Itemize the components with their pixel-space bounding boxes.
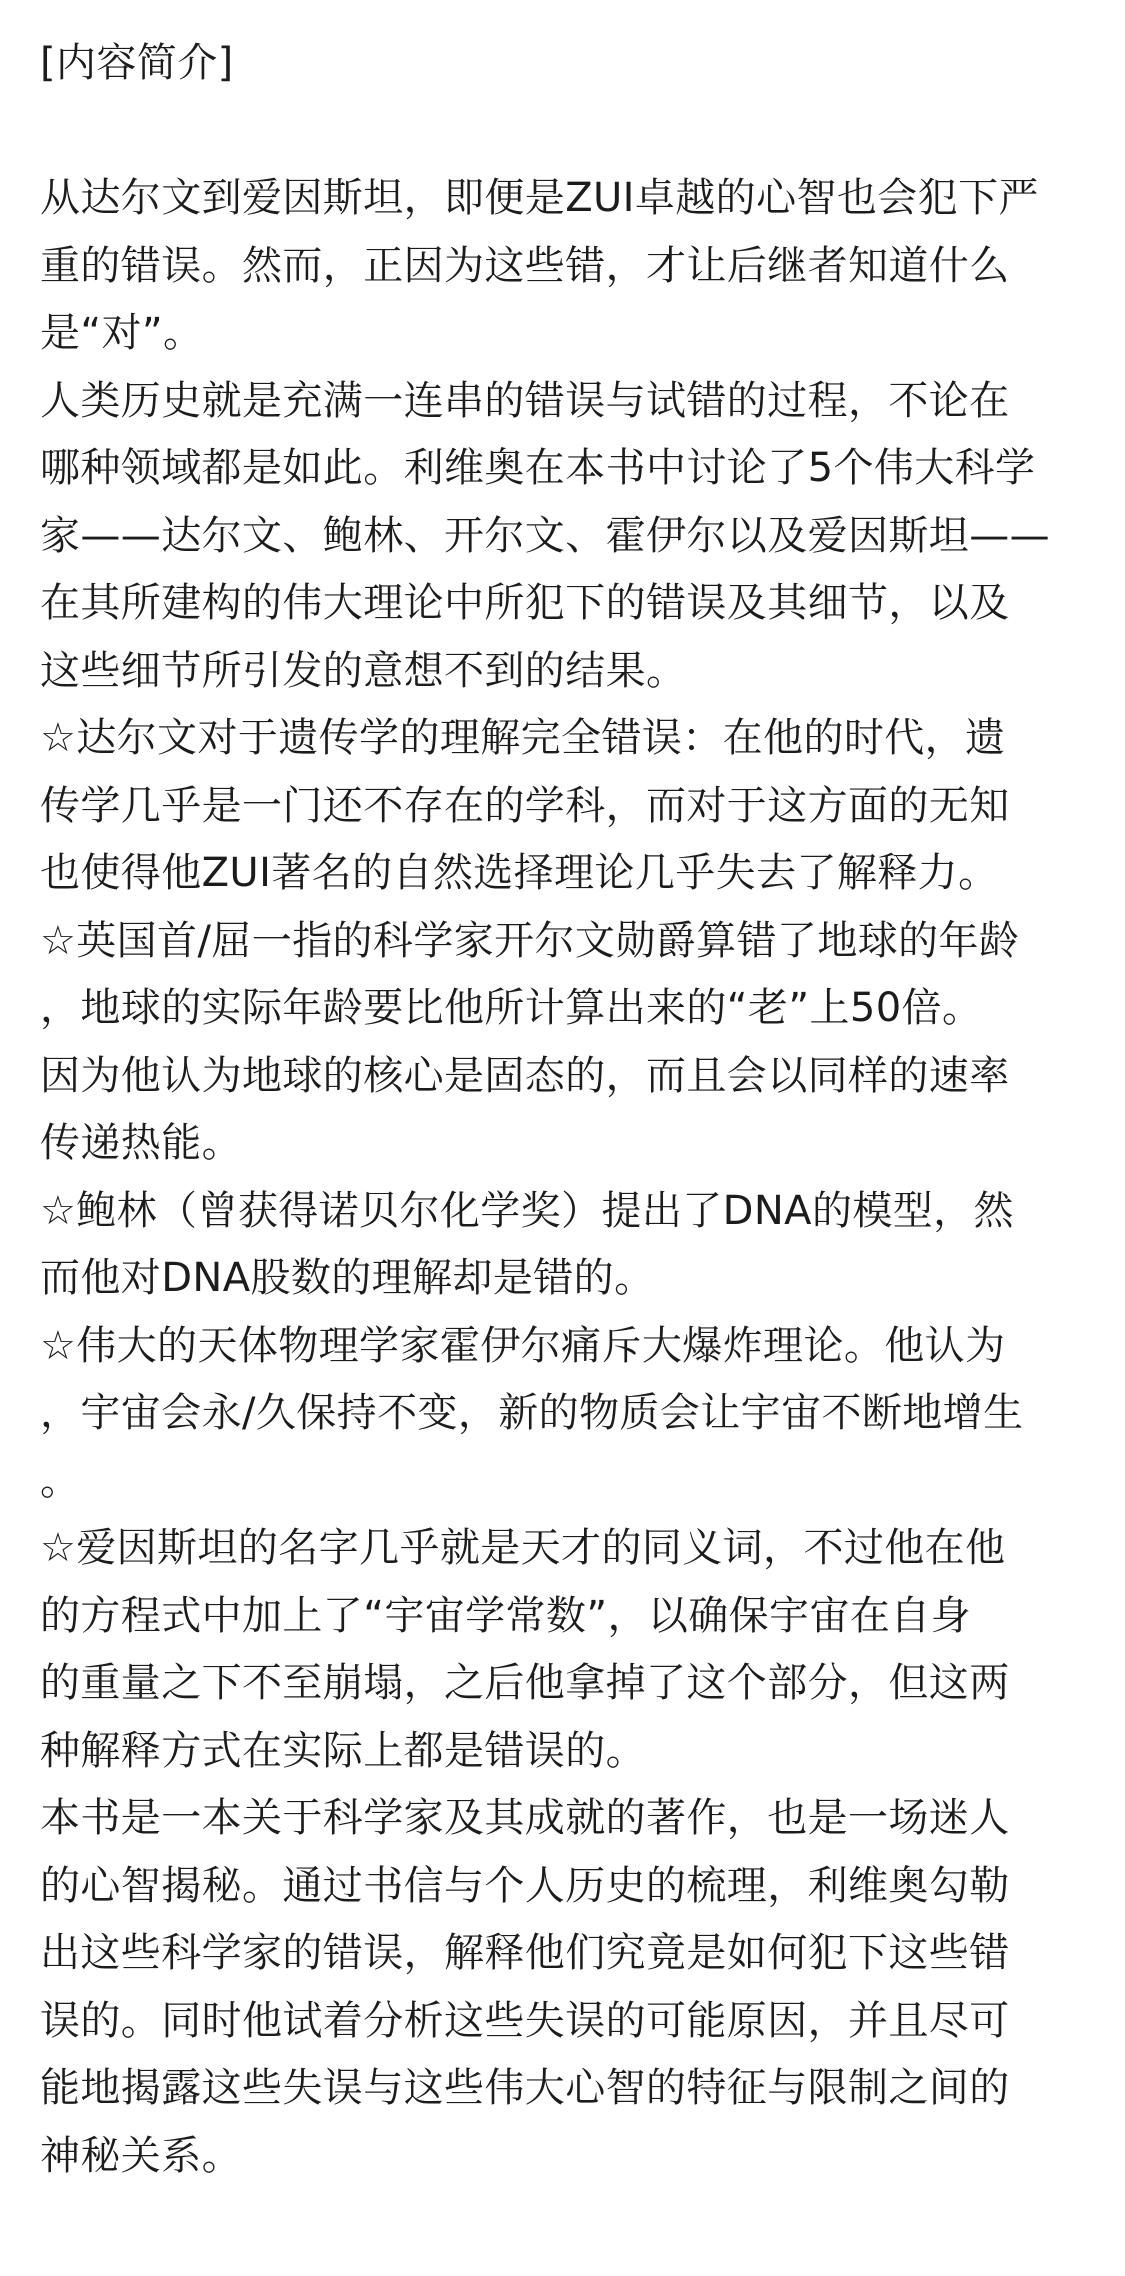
text-line: 的方程式中加上了“宇宙学常数”，以确保宇宙在自身 <box>40 1592 972 1639</box>
text-line: 因为他认为地球的核心是固态的，而且会以同样的速率 <box>40 1052 1010 1099</box>
text-line: 传学几乎是一门还不存在的学科，而对于这方面的无知 <box>40 782 1010 829</box>
text-line: 在其所建构的伟大理论中所犯下的错误及其细节，以及 <box>40 580 1010 626</box>
section-header: [内容简介] <box>40 40 234 86</box>
text-line: 能地揭露这些失误与这些伟大心智的特征与限制之间的 <box>40 2065 1010 2111</box>
text-line: 种解释方式在实际上都是错误的。 <box>40 1727 646 1774</box>
text-line: 的心智揭秘。通过书信与个人历史的梳理，利维奥勾勒 <box>40 1862 1010 1909</box>
text-line: 神秘关系。 <box>40 2132 242 2179</box>
text-line: ☆伟大的天体物理学家霍伊尔痛斥大爆炸理论。他认为 <box>40 1322 1006 1369</box>
text-line: 。 <box>40 1457 81 1504</box>
text-line: ☆英国首/屈一指的科学家开尔文勋爵算错了地球的年龄 <box>40 917 1020 964</box>
text-line: 从达尔文到爱因斯坦，即便是ZUI卓越的心智也会犯下严 <box>40 175 1039 221</box>
text-line: ☆鲍林（曾获得诺贝尔化学奖）提出了DNA的模型，然 <box>40 1187 1014 1234</box>
text-line: 误的。同时他试着分析这些失误的可能原因，并且尽可 <box>40 1997 1010 2044</box>
text-line: 是“对”。 <box>40 310 204 356</box>
text-line: 家——达尔文、鲍林、开尔文、霍伊尔以及爱因斯坦—— <box>40 512 1050 559</box>
text-line: 哪种领域都是如此。利维奥在本书中讨论了5个伟大科学 <box>40 445 1036 491</box>
text-line: 这些细节所引发的意想不到的结果。 <box>40 647 687 694</box>
book-introduction <box>40 30 1090 2190</box>
text-line: ☆达尔文对于遗传学的理解完全错误：在他的时代，遗 <box>40 715 1006 761</box>
text-line: 出这些科学家的错误，解释他们究竟是如何犯下这些错 <box>40 1930 1010 1976</box>
text-line: 重的错误。然而，正因为这些错，才让后继者知道什么 <box>40 242 1010 289</box>
text-line: 而他对DNA股数的理解却是错的。 <box>40 1255 655 1301</box>
text-line: ，地球的实际年龄要比他所计算出来的“老”上50倍。 <box>40 985 983 1031</box>
text-line: 传递热能。 <box>40 1120 242 1166</box>
text-line: 的重量之下不至崩塌，之后他拿掉了这个部分，但这两 <box>40 1660 1010 1706</box>
blank-line <box>40 98 1090 166</box>
text-line: 本书是一本关于科学家及其成就的著作，也是一场迷人 <box>40 1795 1010 1841</box>
text-line: ，宇宙会永/久保持不变，新的物质会让宇宙不断地增生 <box>40 1390 1024 1436</box>
text-line: ☆爱因斯坦的名字几乎就是天才的同义词，不过他在他 <box>40 1525 1006 1571</box>
text-line: 人类历史就是充满一连串的错误与试错的过程，不论在 <box>40 377 1010 424</box>
text-line: 也使得他ZUI著名的自然选择理论几乎失去了解释力。 <box>40 850 999 896</box>
